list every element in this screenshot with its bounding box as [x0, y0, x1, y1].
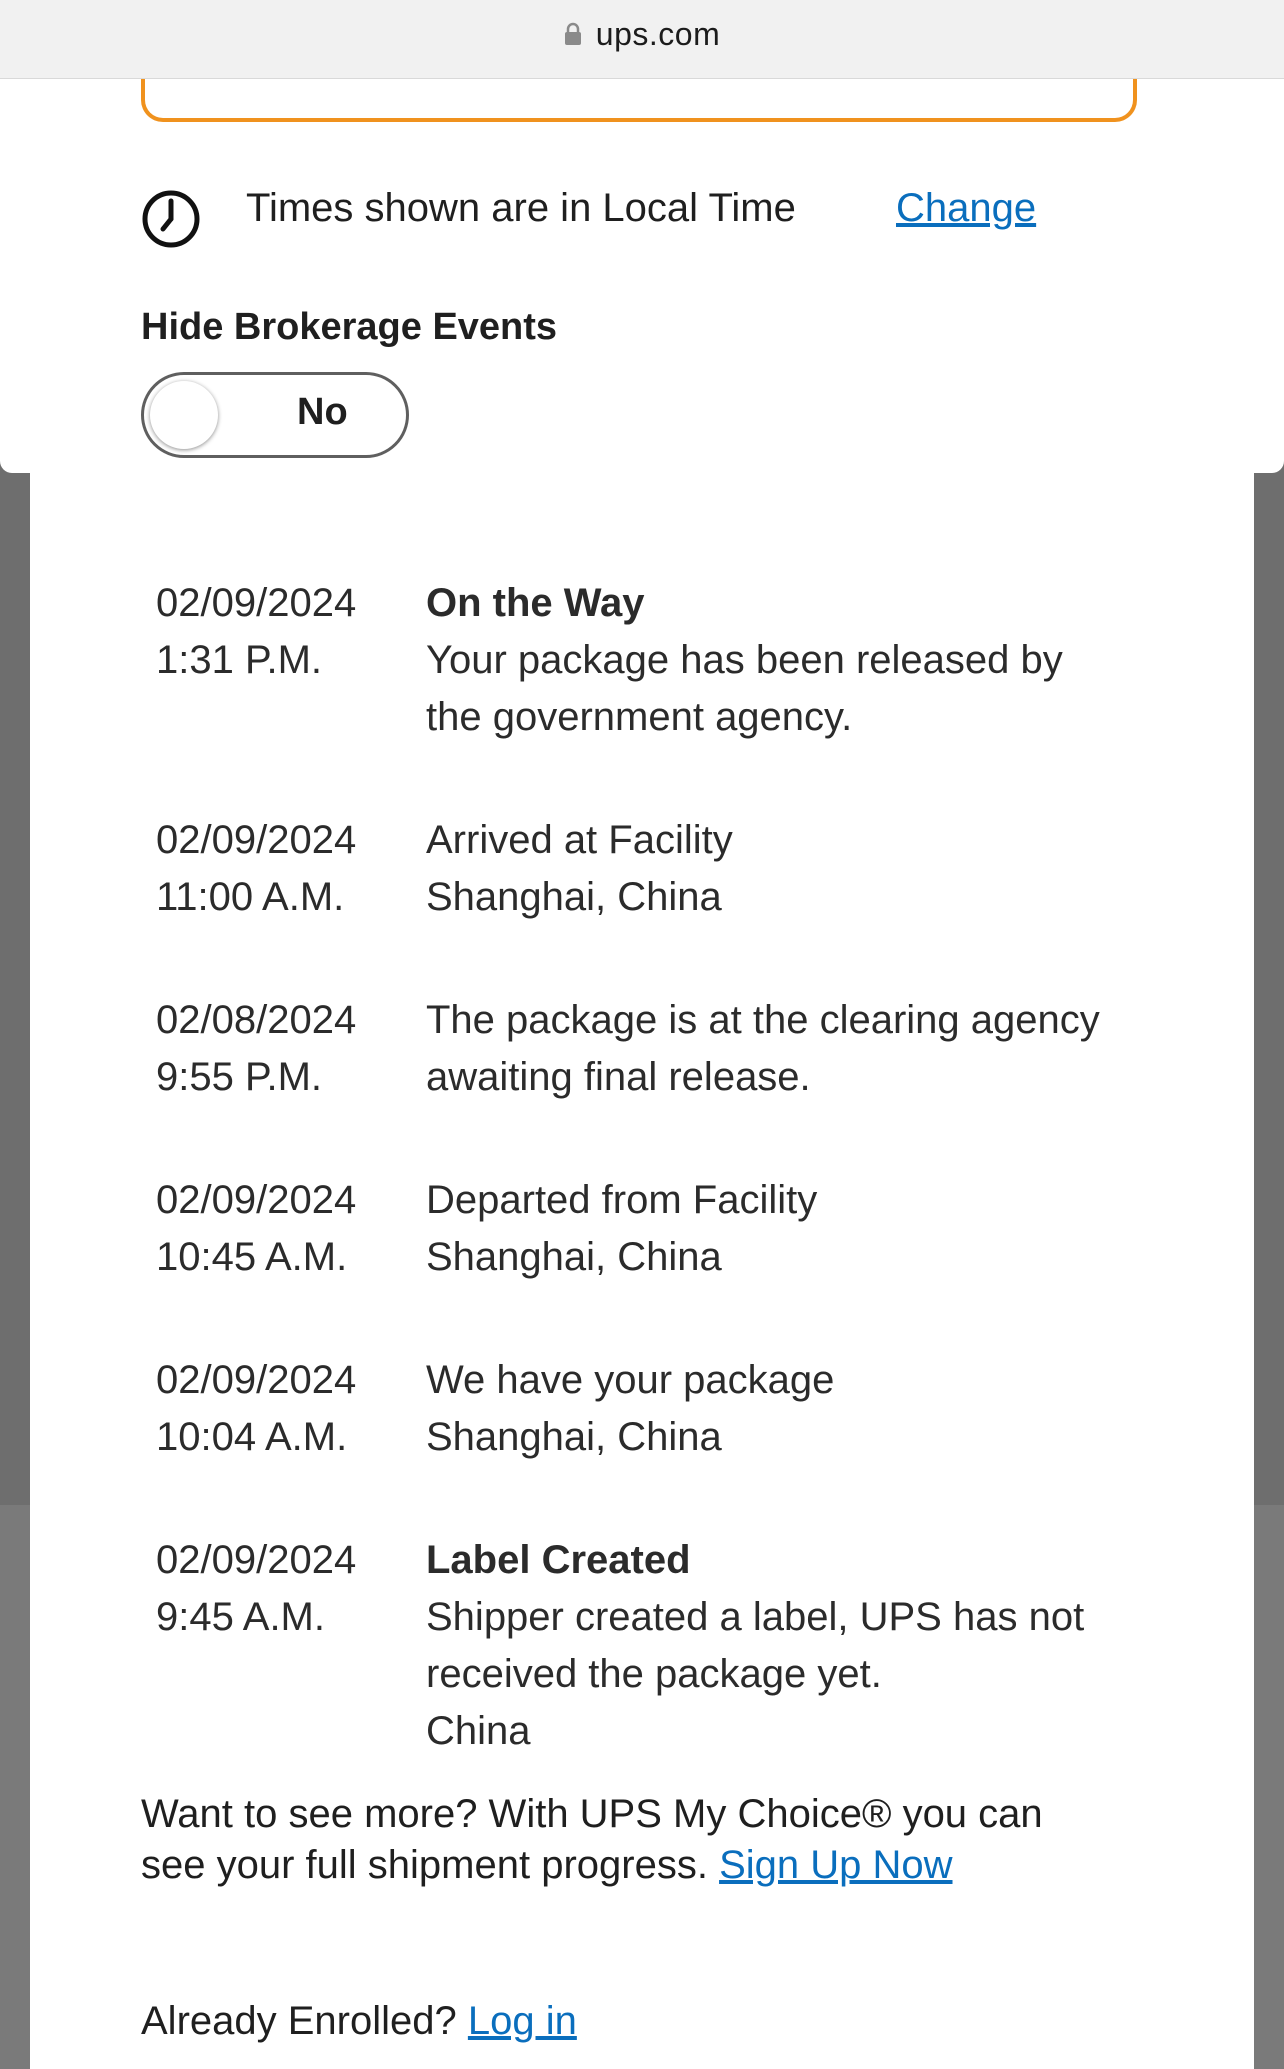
upsell-line-1: Want to see more? With UPS My Choice® you can — [141, 1792, 1043, 1836]
sign-up-link[interactable]: Sign Up Now — [719, 1843, 953, 1887]
event-time: 9:45 A.M. — [156, 1595, 325, 1639]
event-time: 10:04 A.M. — [156, 1415, 348, 1459]
log-in-link[interactable]: Log in — [467, 1999, 577, 2043]
change-timezone-link[interactable]: Change — [896, 186, 1037, 230]
event-time: 11:00 A.M. — [156, 875, 345, 919]
event-time: 9:55 P.M. — [156, 1055, 323, 1099]
local-time-row — [141, 186, 1141, 246]
event-location: Shanghai, China — [426, 1235, 722, 1279]
event-title: Arrived at Facility — [426, 818, 733, 862]
event-date: 02/08/2024 — [156, 998, 357, 1042]
event-title: Label Created — [426, 1538, 691, 1582]
event-location: China — [426, 1709, 531, 1753]
lock-icon — [564, 22, 582, 46]
clock-icon — [141, 189, 201, 249]
event-description: Your package has been released by — [426, 638, 1063, 682]
event-date: 02/09/2024 — [156, 581, 357, 625]
hide-brokerage-title: Hide Brokerage Events — [141, 306, 558, 348]
upsell-line-2: see your full shipment progress. — [141, 1843, 708, 1887]
event-date: 02/09/2024 — [156, 1538, 357, 1582]
enrolled-text: Already Enrolled? — [141, 1999, 457, 2043]
event-title: On the Way — [426, 581, 645, 625]
event-location: Shanghai, China — [426, 1415, 722, 1459]
tracking-details-sheet — [30, 78, 1254, 2069]
event-description: the government agency. — [426, 695, 853, 739]
event-description: Shipper created a label, UPS has not — [426, 1595, 1085, 1639]
brokerage-toggle[interactable] — [141, 372, 409, 458]
event-description: received the package yet. — [426, 1652, 882, 1696]
event-date: 02/09/2024 — [156, 1178, 357, 1222]
event-time: 10:45 A.M. — [156, 1235, 348, 1279]
event-location: Shanghai, China — [426, 875, 722, 919]
event-date: 02/09/2024 — [156, 818, 357, 862]
url-text: ups.com — [595, 15, 721, 52]
event-title: We have your package — [426, 1358, 835, 1402]
event-description: awaiting final release. — [426, 1055, 811, 1099]
event-title: The package is at the clearing agency — [426, 998, 1100, 1042]
toggle-knob — [150, 381, 218, 449]
local-time-text: Times shown are in Local Time — [246, 186, 796, 230]
toggle-value: No — [297, 391, 348, 433]
event-title: Departed from Facility — [426, 1178, 818, 1222]
event-time: 1:31 P.M. — [156, 638, 323, 682]
enrolled-row — [141, 1996, 577, 2047]
upsell-text — [141, 1789, 1161, 1891]
browser-url-bar[interactable] — [0, 0, 1284, 79]
event-date: 02/09/2024 — [156, 1358, 357, 1402]
